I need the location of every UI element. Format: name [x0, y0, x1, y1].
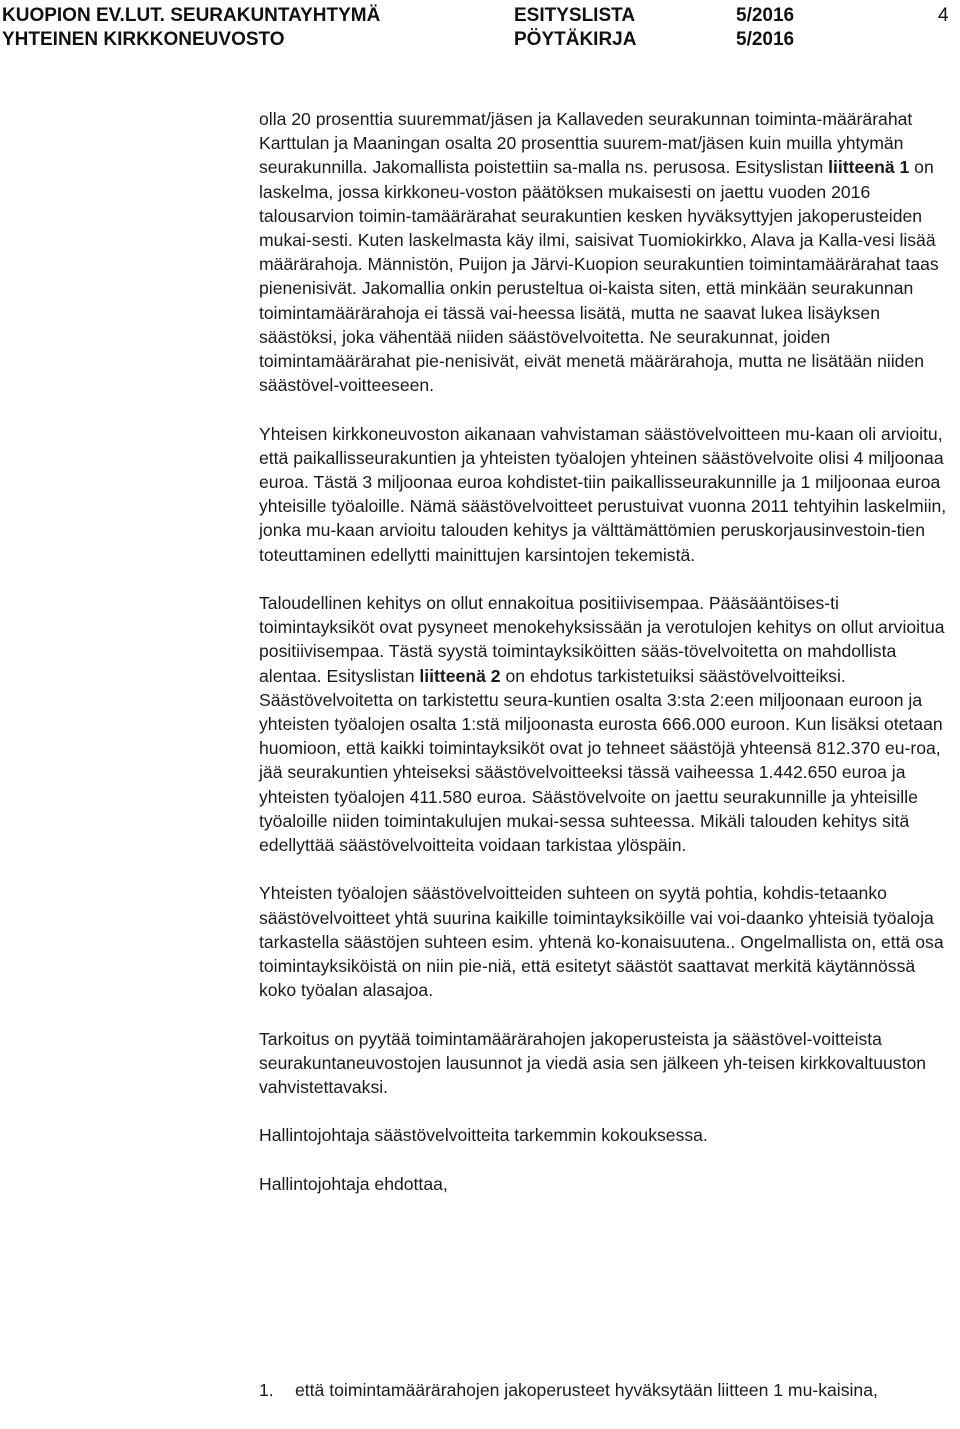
paragraph: Tarkoitus on pyytää toimintamäärärahojen jakoperusteista ja säästövel-voitteista seurakuntaneuvostojen lausunnot ja viedä asia sen jälkeen yh-teisen kirkkovaltuuston vahvistettavaksi.	[259, 1028, 927, 1098]
paragraph: Yhteisen kirkkoneuvoston aikanaan vahvistaman säästövelvoitteen mu-kaan oli arvioitu, että paikallisseurakuntien ja yhteisten työalojen yhteinen säästövelvoite olisi 4 miljoonaa euroa. Tästä 3 miljoonaa euroa kohdistet-tiin paikallisseurakunnille ja 1 miljoonaa euroa yhteisille työaloille. Nämä säästövelvoitteet perustuivat vuonna 2011 tehtyihin laskelmiin, jonka mu-kaan arvioitu talouden kehitys ja välttämättömien peruskorjausinvestoin-tien toteuttaminen edellytti mainittujen karsintojen tekemistä.	[259, 423, 947, 565]
paragraph: Hallintojohtaja ehdottaa,	[259, 1173, 448, 1194]
attachment-reference: liitteenä 1	[828, 157, 910, 178]
paragraph: Yhteisten työalojen säästövelvoitteiden suhteen on syytä pohtia, kohdis-tetaanko säästövelvoitteet yhtä suurina kaikille toimintayksiköille vai voi-daanko yhteisiä työaloja tarkastella säästöjen suhteen esim. yhtenä ko-konaisuutena.. Ongelmallista on, että osa toimintayksiköistä on niin pie-niä, että esitetyt säästöt saattavat merkitä käytännössä koko työalan alasajoa.	[259, 883, 944, 1001]
meeting-number: 5/2016	[736, 29, 795, 50]
paragraph: olla 20 prosenttia suuremmat/jäsen ja Kallaveden seurakunnan toiminta-määrärahat Karttulan ja Maaningan osalta 20 prosenttia suurem-mat/jäsen kuin muilla yhtymän seurakunnilla. Jakomallista poistettiin sa-malla ns. perusosa. Esityslistan liitteenä 1 on laskelma, jossa kirkkoneu-voston päätöksen mukaisesti on jaettu vuoden 2016 talousarvion toimin-tamäärärahat seurakuntien kesken hyväksyttyjen jakoperusteiden mukai-sesti. Kuten laskelmasta käy ilmi, saisivat Tuomiokirkko, Alava ja Kalla-vesi lisää määrärahoja. Männistön, Puijon ja Järvi-Kuopion seurakuntien toimintamäärärahat taas pienenisivät. Jakomallia onkin perusteltua oi-kaista siten, että minkään seurakunnan toimintamäärärahoja ei tässä vai-heessa lisätä, mutta ne saavat lukea lisäyksen säästöksi, joka vähentää niiden säästövelvoitetta. Ne seurakunnat, joiden toimintamäärärahat pie-nenisivät, eivät menetä määrärahoja, mutta ne lisätään niiden säästövel-voitteeseen.	[259, 109, 939, 396]
attachment-reference: liitteenä 2	[419, 665, 501, 686]
paragraph: Hallintojohtaja säästövelvoitteita tarkemmin kokouksessa.	[259, 1125, 708, 1146]
doc-type-minutes: PÖYTÄKIRJA	[514, 29, 637, 50]
document-header	[0, 0, 960, 60]
council-name: YHTEINEN KIRKKONEUVOSTO	[2, 29, 285, 50]
document-body	[259, 107, 952, 1196]
list-number: 1.	[259, 1380, 274, 1400]
page-number: 4	[938, 5, 949, 26]
paragraph: Taloudellinen kehitys on ollut ennakoitua positiivisempaa. Pääsääntöises-ti toimintayksiköt ovat pysyneet menokehyksissään ja verotulojen kehitys on ollut arvioitua positiivisempaa. Tästä syystä toimintayksiköitten sääs-tövelvoitetta on mahdollista alentaa. Esityslistan liitteenä 2 on ehdotus tarkistetuiksi säästövelvoitteiksi. Säästövelvoitetta on tarkistettu seura-kuntien osalta 3:sta 2:een miljoonaan euroon ja yhteisten työalojen osalta 1:stä miljoonasta eurosta 666.000 euroon. Kun lisäksi otetaan huomioon, että kaikki toimintayksiköt ovat jo tehneet säästöjä yhteensä 812.370 eu-roa, jää seurakuntien yhteiseksi säästövelvoitteeksi tässä vaiheessa 1.442.650 euroa ja yhteisten työalojen 411.580 euroa. Säästövelvoite on jaettu seurakunnille ja yhteisille työaloille niiden toimintakulujen mukai-sessa suhteessa. Mikäli talouden kehitys sitä edellyttää säästövelvoitteita voidaan tarkistaa ylöspäin.	[259, 593, 945, 856]
list-text: että toimintamäärärahojen jakoperusteet hyväksytään liitteen 1 mu-kaisina,	[295, 1380, 878, 1400]
meeting-number: 5/2016	[736, 5, 795, 26]
doc-type-agenda: ESITYSLISTA	[514, 5, 636, 26]
organization-name: KUOPION EV.LUT. SEURAKUNTAYHTYMÄ	[2, 5, 381, 26]
